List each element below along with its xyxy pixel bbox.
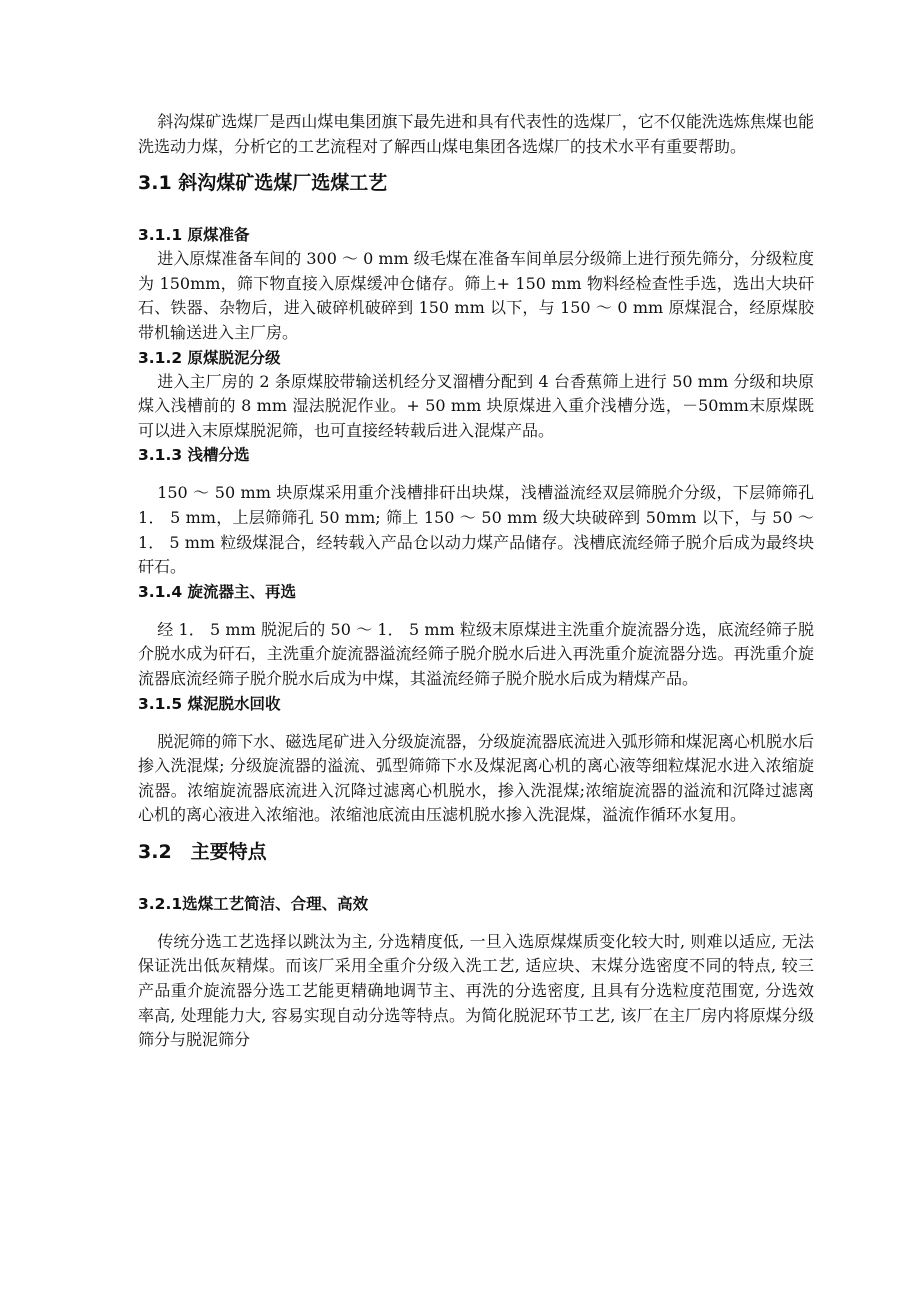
subsection-3-2-1-text: 传统分选工艺选择以跳汰为主, 分选精度低, 一旦入选原煤煤质变化较大时, 则难以适应, 无法保证洗出低灰精煤。而该厂采用全重介分级入洗工艺, 适应块、末煤分选密度不同的特点, 较三产品重介旋流器分选工艺能更精确地调节主、再洗的分选密度, 且具有分选粒度范围宽, 分选效率高, 处理能力大, 容易实现自动分选等特点。为简化脱泥环节工艺, 该厂在主厂房内将原煤分级筛分与脱泥筛分: [138, 931, 814, 1050]
subsection-3-1-1-text: 进入原煤准备车间的 300 ～ 0 mm 级毛煤在准备车间单层分级筛上进行预先筛分，分级粒度为 150mm，筛下物直接入原煤缓冲仓储存。筛上+ 150 mm 物料经检查性手选，选出大块矸石、铁器、杂物后，进入破碎机破碎到 150 mm 以下，与 150 ～ 0 mm 原煤混合，经原煤胶带机输送进入主厂房。: [138, 249, 814, 342]
subsection-3-1-2-heading: 3.1.2 原煤脱泥分级: [138, 348, 281, 367]
subsection-3-1-4-text: 经 1． 5 mm 脱泥后的 50 ～ 1． 5 mm 粒级末原煤进主洗重介旋流器分选，底流经筛子脱介脱水成为矸石，主洗重介旋流器溢流经筛子脱介脱水后进入再洗重介旋流器分选。再洗重介旋流器底流经筛子脱介脱水后成为中煤，其溢流经筛子脱介脱水后成为精煤产品。: [138, 619, 814, 688]
subsection-3-1-5-text: 脱泥筛的筛下水、磁选尾矿进入分级旋流器，分级旋流器底流进入弧形筛和煤泥离心机脱水后掺入洗混煤; 分级旋流器的溢流、弧型筛筛下水及煤泥离心机的离心液等细粒煤泥水进入浓缩旋流器。浓缩旋流器底流进入沉降过滤离心机脱水，掺入洗混煤;浓缩旋流器的溢流和沉降过滤离心机的离心液进入浓缩池。浓缩池底流由压滤机脱水掺入洗混煤，溢流作循环水复用。: [138, 731, 814, 825]
subsection-3-1-5-heading: 3.1.5 煤泥脱水回收: [138, 694, 281, 713]
subsection-3-1-3-text: 150 ～ 50 mm 块原煤采用重介浅槽排矸出块煤，浅槽溢流经双层筛脱介分级，下层筛筛孔 1． 5 mm，上层筛筛孔 50 mm; 筛上 150 ～ 50 mm 级大块破碎到 50mm 以下，与 50 ～ 1． 5 mm 粒级煤混合，经转载入产品仓以动力煤产品储存。浅槽底流经筛子脱介后成为最终块矸石。: [138, 483, 814, 577]
document-page: [138, 110, 814, 1053]
section-3-1-heading: 3.1 斜沟煤矿选煤厂选煤工艺: [138, 172, 388, 195]
subsection-3-1-2-text: 进入主厂房的 2 条原煤胶带输送机经分叉溜槽分配到 4 台香蕉筛上进行 50 mm 分级和块原煤入浅槽前的 8 mm 湿法脱泥作业。+ 50 mm 块原煤进入重介浅槽分选，－50mm末原煤既可以进入末原煤脱泥筛，也可直接经转载后进入混煤产品。: [138, 371, 814, 440]
subsection-3-1-4-heading: 3.1.4 旋流器主、再选: [138, 582, 297, 601]
section-3-2-heading: 3.2 主要特点: [138, 840, 267, 863]
subsection-3-1-3-heading: 3.1.3 浅槽分选: [138, 446, 250, 465]
intro-paragraph: 斜沟煤矿选煤厂是西山煤电集团旗下最先进和具有代表性的选煤厂，它不仅能洗选炼焦煤也能洗选动力煤，分析它的工艺流程对了解西山煤电集团各选煤厂的技术水平有重要帮助。: [138, 112, 814, 156]
subsection-3-2-1-heading: 3.2.1选煤工艺简洁、合理、高效: [138, 894, 369, 913]
subsection-3-1-1-heading: 3.1.1 原煤准备: [138, 226, 250, 245]
